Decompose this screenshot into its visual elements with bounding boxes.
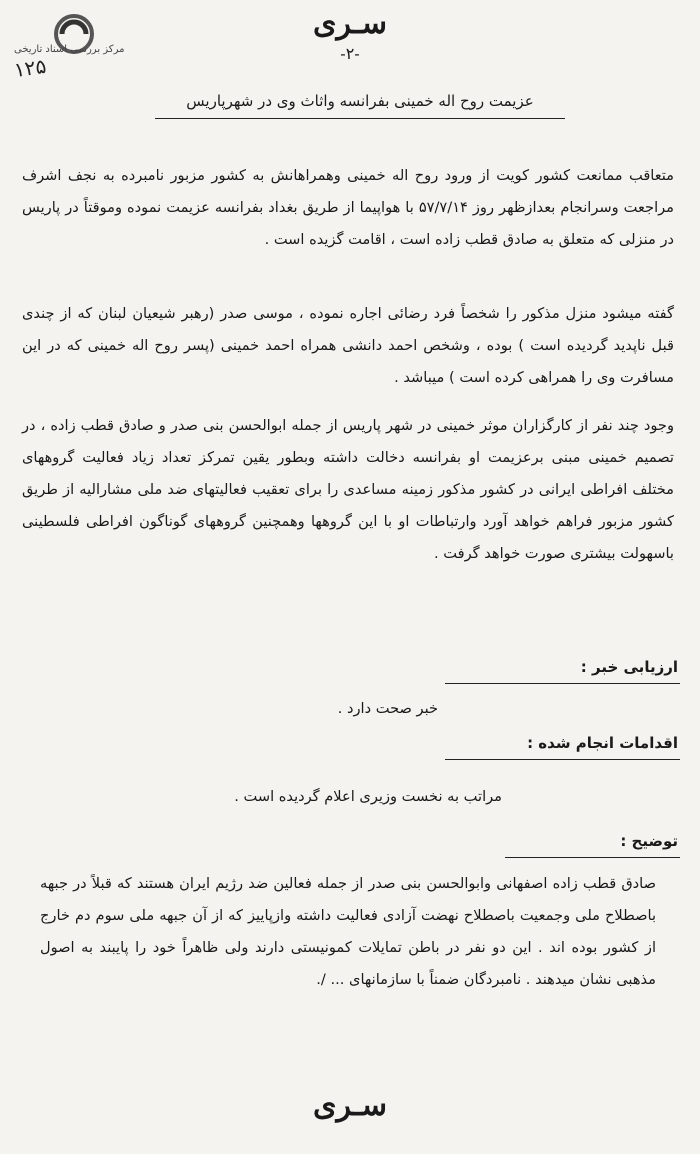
paragraph-2: گفته میشود منزل مذکور را شخصاً فرد رضائی اجاره نموده ، موسی صدر (رهبر شیعیان لبنان که از چندی قبل ناپدید گردیده است ) بوده ، وشخص احمد دانشی همراه احمد خمینی (پسر روح اله خمینی که در این مسافرت وی را همراهی کرده است ) میباشد .: [22, 305, 674, 386]
subject-underline: [155, 118, 565, 119]
explanation-heading: توضیح :: [620, 832, 678, 850]
page-number: -۲-: [340, 44, 360, 63]
paragraph-1: متعاقب ممانعت کشور کویت از ورود روح اله خمینی وهمراهانش به کشور مزبور نامبرده به نجف اشرف مراجعت وسرانجام بعدازظهر روز ۵۷/۷/۱۴ با هواپیما از طریق بغداد بفرانسه عزیمت نموده وموقتاً در پاریس در منزلی که متعلق به صادق قطب زاده است ، اقامت گزیده است .: [22, 167, 674, 248]
explanation-underline: [505, 857, 680, 858]
paragraph-3: وجود چند نفر از کارگزاران موثر خمینی در شهر پاریس از جمله ابوالحسن بنی صدر و صادق قطب زاده ، در تصمیم خمینی مبنی برعزیمت او بفرانسه دخالت داشته وبطور یقین تمرکز تعداد زیاد فعالیت گروههای مختلف افراطی ایرانی در کشور مذکور زمینه مساعدی را برای تعقیب فعالیتهای ضد ملی مشارالیه از طریق کشور مزبور فراهم خواهد آورد وارتباطات او با این گروهها وهمچنین گروههای گوناگون افراطی فلسطینی باسهولت بیشتری صورت خواهد گرفت .: [22, 417, 674, 562]
explanation-text: صادق قطب زاده اصفهانی وابوالحسن بنی صدر از جمله فعالین ضد رژیم ایران هستند که قبلاً در جبهه باصطلاح ملی وجمعیت باصطلاح نهضت آزادی فعالیت داشته وازپاییز که از آن جبهه ملی سوم دم خارج از کشور بوده اند . این دو نفر در باطن تمایلات کمونیستی دارند ولی ظاهراً خود را پایبند به اصول مذهبی نشان میدهند . نامبردگان ضمناً با سازمانهای ... /.: [40, 875, 656, 988]
archive-logo-text: مرکز بررسی اسناد تاریخی: [14, 44, 125, 55]
actions-underline: [445, 759, 680, 760]
actions-text: مراتب به نخست وزیری اعلام گردیده است .: [234, 788, 502, 805]
handwritten-number: ۱۲۵: [12, 53, 48, 83]
classification-top: سـری: [313, 6, 387, 41]
evaluation-heading: ارزیابی خبر :: [580, 658, 678, 676]
evaluation-underline: [445, 683, 680, 684]
evaluation-text: خبر صحت دارد .: [337, 700, 438, 717]
subject-line: عزیمت روح اله خمینی بفرانسه واثاث وی در شهرپاریس: [186, 92, 534, 110]
actions-heading: اقدامات انجام شده :: [527, 734, 678, 752]
classification-bottom: سـری: [313, 1088, 387, 1123]
